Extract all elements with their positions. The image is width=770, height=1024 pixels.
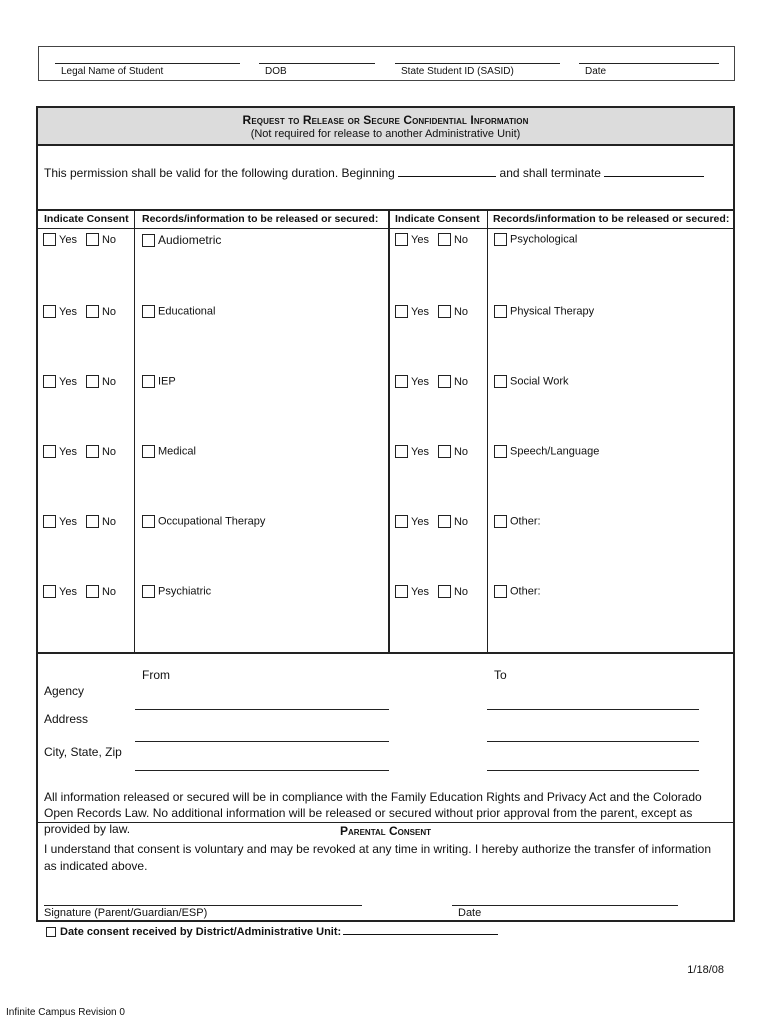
no-checkbox[interactable] — [438, 445, 451, 458]
record-checkbox[interactable] — [142, 585, 155, 598]
yes-label: Yes — [59, 515, 77, 528]
no-label: No — [101, 445, 117, 458]
grid-top-border — [38, 209, 733, 211]
compliance-statement: All information released or secured will be in compliance with the Family Education Rights and Privacy Act and the Colorado Open Records Law. No additional information will be released or secured without prior approval from the parent, except as provided by law. — [44, 790, 702, 836]
record-label: IEP — [158, 375, 176, 388]
signature-input[interactable] — [44, 905, 362, 906]
yes-checkbox[interactable] — [43, 515, 56, 528]
sasid-label: State Student ID (SASID) — [401, 66, 514, 77]
no-label: No — [101, 305, 117, 318]
no-label: No — [453, 445, 469, 458]
record-checkbox[interactable] — [494, 375, 507, 388]
record-label: Psychological — [510, 233, 578, 246]
no-label: No — [101, 585, 117, 598]
city-label: City, State, Zip — [44, 745, 122, 759]
record-option-social-work-right — [494, 375, 568, 388]
address-label: Address — [44, 712, 89, 726]
received-date-row — [46, 925, 498, 938]
signature-date-label: Date — [458, 907, 482, 919]
no-label: No — [453, 375, 469, 388]
record-option-educational-left — [142, 305, 216, 318]
no-checkbox[interactable] — [86, 305, 99, 318]
student-info-box — [38, 46, 735, 81]
record-label: Speech/Language — [510, 445, 600, 458]
record-label: Educational — [158, 305, 216, 318]
record-label: Other: — [510, 585, 541, 598]
consent-choice-right-1 — [395, 233, 477, 246]
no-checkbox[interactable] — [438, 515, 451, 528]
no-checkbox[interactable] — [86, 445, 99, 458]
footer-text: Infinite Campus Revision 0 — [6, 1007, 125, 1018]
legal-name-label: Legal Name of Student — [61, 66, 164, 77]
no-checkbox[interactable] — [86, 585, 99, 598]
to-agency-input[interactable] — [487, 709, 699, 710]
duration-middle: and shall terminate — [499, 166, 601, 180]
yes-label: Yes — [411, 305, 429, 318]
no-label: No — [101, 375, 117, 388]
received-label: Date consent received by District/Administrative Unit: — [60, 926, 342, 938]
no-checkbox[interactable] — [86, 233, 99, 246]
record-label: Social Work — [510, 375, 569, 388]
record-option-medical-left — [142, 445, 196, 458]
yes-label: Yes — [411, 375, 429, 388]
col-header-records-left: Records/information to be released or secured: — [142, 213, 379, 225]
no-checkbox[interactable] — [86, 375, 99, 388]
to-label: To — [494, 668, 507, 682]
beginning-date-input[interactable] — [398, 165, 496, 177]
yes-checkbox[interactable] — [395, 515, 408, 528]
yes-checkbox[interactable] — [395, 375, 408, 388]
yes-checkbox[interactable] — [43, 585, 56, 598]
from-agency-input[interactable] — [135, 709, 389, 710]
consent-choice-left-1 — [43, 233, 125, 246]
yes-label: Yes — [59, 375, 77, 388]
consent-choice-left-4 — [43, 445, 125, 458]
release-form — [36, 106, 735, 922]
no-label: No — [453, 585, 469, 598]
consent-choice-right-6 — [395, 585, 477, 598]
from-city-input[interactable] — [135, 770, 389, 771]
record-label: Other: — [510, 515, 541, 528]
record-checkbox[interactable] — [494, 445, 507, 458]
grid-center-divider — [388, 209, 390, 652]
consent-choice-left-3 — [43, 375, 125, 388]
no-checkbox[interactable] — [86, 515, 99, 528]
record-option-other-right — [494, 585, 541, 598]
header-date-field[interactable] — [579, 63, 719, 79]
terminate-date-input[interactable] — [604, 165, 704, 177]
dob-field[interactable] — [259, 63, 375, 79]
col-header-records-right: Records/information to be released or secured: — [493, 213, 730, 225]
form-title-band — [38, 108, 733, 146]
no-checkbox[interactable] — [438, 375, 451, 388]
record-option-audiometric-left — [142, 233, 221, 247]
form-title: Request to Release or Secure Confidential Information — [242, 113, 529, 127]
record-option-iep-left — [142, 375, 176, 388]
yes-label: Yes — [59, 233, 77, 246]
sasid-field[interactable] — [395, 63, 560, 79]
record-checkbox[interactable] — [494, 233, 507, 246]
grid-header-rule — [38, 228, 733, 229]
record-option-speech-language-right — [494, 445, 599, 458]
form-subtitle: (Not required for release to another Administrative Unit) — [250, 128, 521, 140]
no-label: No — [453, 305, 469, 318]
signature-date-input[interactable] — [452, 905, 678, 906]
yes-checkbox[interactable] — [43, 445, 56, 458]
grid-bottom-border — [38, 652, 733, 654]
received-checkbox[interactable] — [46, 927, 56, 937]
record-checkbox[interactable] — [142, 515, 155, 528]
header-date-label: Date — [585, 66, 607, 77]
record-checkbox[interactable] — [494, 305, 507, 318]
consent-choice-right-3 — [395, 375, 477, 388]
consent-choice-left-5 — [43, 515, 125, 528]
revision-date: 1/18/08 — [687, 964, 724, 976]
record-checkbox[interactable] — [494, 515, 507, 528]
yes-label: Yes — [59, 445, 77, 458]
legal-name-field[interactable] — [55, 63, 240, 79]
yes-label: Yes — [411, 515, 429, 528]
no-label: No — [453, 233, 469, 246]
to-city-input[interactable] — [487, 770, 699, 771]
yes-checkbox[interactable] — [395, 585, 408, 598]
record-checkbox[interactable] — [142, 234, 155, 247]
record-option-physical-therapy-right — [494, 305, 594, 318]
consent-choice-right-2 — [395, 305, 477, 318]
no-label: No — [101, 233, 117, 246]
yes-label: Yes — [411, 445, 429, 458]
record-option-psychiatric-left — [142, 585, 211, 598]
col-header-consent-right: Indicate Consent — [395, 213, 480, 225]
consent-choice-left-6 — [43, 585, 125, 598]
record-label: Audiometric — [158, 233, 222, 247]
record-option-other-right — [494, 515, 541, 528]
grid-divider — [487, 209, 488, 652]
consent-choice-left-2 — [43, 305, 125, 318]
yes-checkbox[interactable] — [395, 445, 408, 458]
from-address-input[interactable] — [135, 741, 389, 742]
from-label: From — [142, 668, 170, 682]
grid-divider — [134, 209, 135, 652]
yes-checkbox[interactable] — [43, 305, 56, 318]
duration-statement — [44, 165, 704, 180]
record-option-occupational-therapy-left — [142, 515, 265, 528]
no-checkbox[interactable] — [438, 305, 451, 318]
dob-label: DOB — [265, 66, 287, 77]
record-label: Medical — [158, 445, 196, 458]
col-header-consent-left: Indicate Consent — [44, 213, 129, 225]
parental-consent-title: Parental Consent — [340, 824, 431, 838]
no-label: No — [101, 515, 117, 528]
consent-section-rule — [38, 822, 733, 823]
record-label: Occupational Therapy — [158, 515, 266, 528]
yes-checkbox[interactable] — [43, 233, 56, 246]
record-checkbox[interactable] — [142, 305, 155, 318]
parental-consent-text: I understand that consent is voluntary and may be revoked at any time in writing. I hereby authorize the transfer of information as indicated above. — [44, 842, 712, 873]
record-checkbox[interactable] — [494, 585, 507, 598]
record-label: Psychiatric — [158, 585, 212, 598]
record-checkbox[interactable] — [142, 445, 155, 458]
record-option-psychological-right — [494, 233, 577, 246]
record-checkbox[interactable] — [142, 375, 155, 388]
agency-label: Agency — [44, 684, 85, 698]
no-label: No — [453, 515, 469, 528]
yes-label: Yes — [411, 585, 429, 598]
yes-label: Yes — [411, 233, 429, 246]
yes-checkbox[interactable] — [43, 375, 56, 388]
no-checkbox[interactable] — [438, 585, 451, 598]
to-address-input[interactable] — [487, 741, 699, 742]
consent-choice-right-4 — [395, 445, 477, 458]
record-label: Physical Therapy — [510, 305, 595, 318]
signature-label: Signature (Parent/Guardian/ESP) — [44, 907, 208, 919]
yes-label: Yes — [59, 305, 77, 318]
yes-label: Yes — [59, 585, 77, 598]
yes-checkbox[interactable] — [395, 305, 408, 318]
consent-choice-right-5 — [395, 515, 477, 528]
yes-checkbox[interactable] — [395, 233, 408, 246]
no-checkbox[interactable] — [438, 233, 451, 246]
duration-prefix: This permission shall be valid for the following duration. Beginning — [44, 166, 395, 180]
received-date-input[interactable] — [343, 925, 498, 935]
